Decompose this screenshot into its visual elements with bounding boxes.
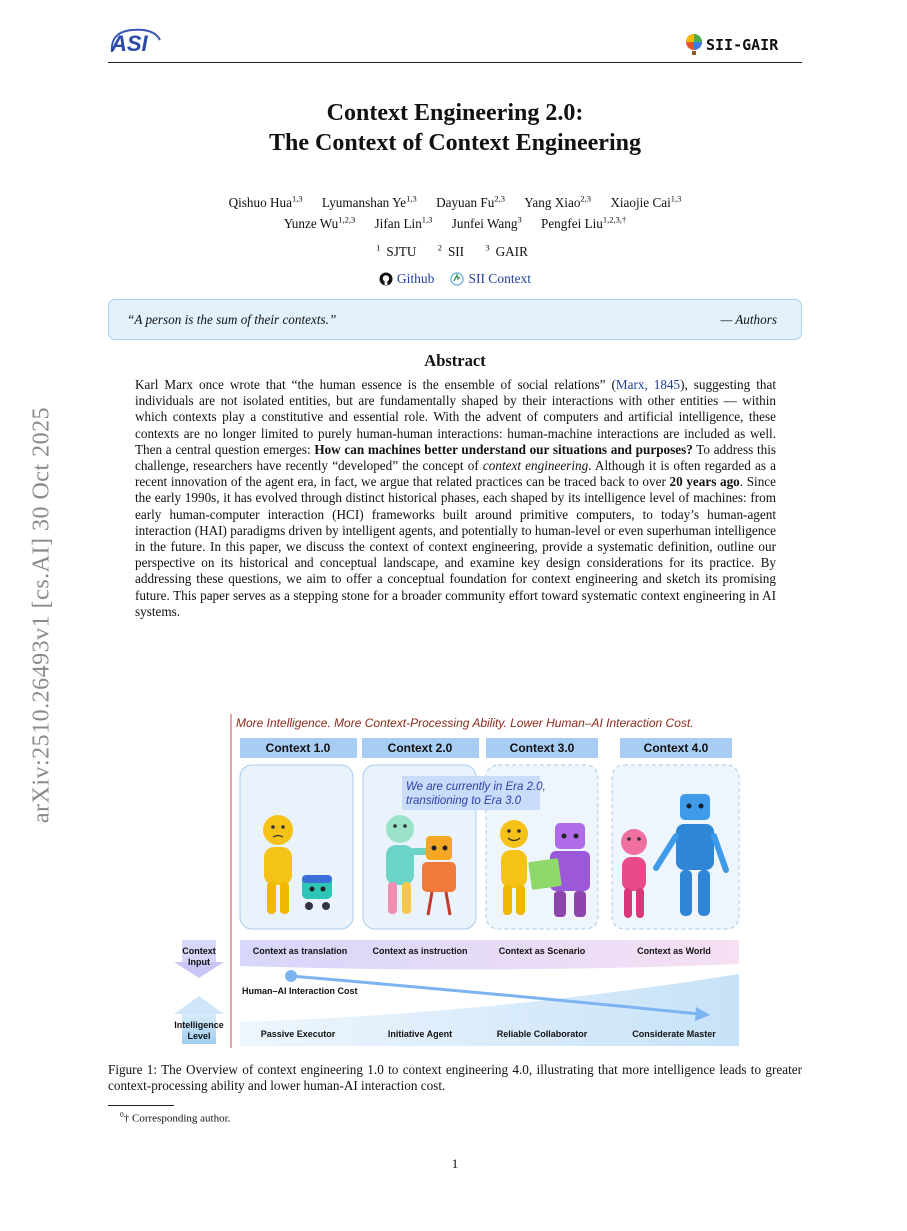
affiliation: $^2$ SII (437, 243, 465, 260)
sii-context-link[interactable] (450, 271, 531, 287)
context-engineering-figure (160, 708, 760, 1058)
github-link-label: Github (396, 271, 435, 286)
svg-text:ASI: ASI (111, 31, 148, 56)
era-label-1: Context 1.0 (265, 741, 331, 755)
context-input-label-2: Input (188, 957, 210, 967)
header-rule (108, 62, 802, 63)
intelligence-level-label-2: Level (187, 1031, 211, 1041)
author: Yang Xiao$^{2,3}$ (524, 194, 592, 211)
quote-attribution: — Authors (720, 311, 777, 327)
role-label-4: Considerate Master (632, 1029, 716, 1039)
context-as-label-3: Context as Scenario (498, 946, 586, 956)
era-panel-1 (240, 765, 353, 929)
role-label-2: Initiative Agent (387, 1029, 453, 1039)
author-list (108, 191, 802, 232)
author: Lyumanshan Ye$^{1,3}$ (321, 194, 417, 211)
github-icon (379, 272, 393, 286)
context-as-label-4: Context as World (637, 946, 711, 956)
context-as-label-2: Context as instruction (372, 946, 468, 956)
affiliations (108, 243, 802, 260)
footnote: $^0$† Corresponding author. (120, 1110, 231, 1125)
role-label-3: Reliable Collaborator (496, 1029, 588, 1039)
links-row (108, 271, 802, 287)
balloon-icon (684, 33, 704, 57)
asi-logo (108, 26, 164, 58)
affiliation: $^1$ SJTU (376, 243, 417, 260)
era-label-3: Context 3.0 (509, 741, 575, 755)
gair-logo-text: SII-GAIR (706, 36, 779, 54)
github-link[interactable] (379, 271, 435, 287)
interaction-cost-label: Human–AI Interaction Cost (242, 986, 358, 996)
title-line-1: Context Engineering 2.0: (326, 100, 584, 126)
author: Yunze Wu$^{1,2,3}$ (283, 214, 356, 231)
era-label-2: Context 2.0 (387, 741, 453, 755)
shared-document-icon (528, 858, 562, 890)
quote-box (108, 299, 802, 340)
author: Dayuan Fu$^{2,3}$ (436, 194, 505, 211)
arxiv-stamp: arXiv:2510.26493v1 [cs.AI] 30 Oct 2025 (28, 406, 55, 824)
current-era-note-line1: We are currently in Era 2.0, (406, 781, 546, 793)
title-line-2: The Context of Context Engineering (269, 130, 641, 156)
role-label-1: Passive Executor (260, 1029, 336, 1039)
page-number: 1 (451, 1156, 459, 1171)
context-input-label-1: Context (182, 946, 216, 956)
figure-caption: Figure 1: The Overview of context engineering 1.0 to context engineering 4.0, illustrating that more intelligence leads to greater context-processing ability and lower human-AI interaction cost. (108, 1062, 802, 1093)
figure-banner: More Intelligence. More Context-Processing Ability. Lower Human–AI Interaction Cost. (236, 716, 694, 730)
abstract-body: Karl Marx once wrote that “the human essence is the ensemble of social relations” (Marx, 1845), suggesting that individuals are not isolated entities, but are fundamentally shaped by their interactions with other entities — within which contexts play a constitutive and essential role. With the advent of computers and artificial intelligence, these contexts are no longer limited to purely human-human interactions: human-machine interactions are included as well. Then a central question emerges: How can machines better understand our situations and purposes? To address this challenge, researchers have recently “developed” the concept of context engineering. Although it is often regarded as a recent innovation of the agent era, in fact, we argue that related practices can be traced back to over 20 years ago. Since the early 1990s, it has evolved through distinct historical phases, each shaped by its intelligence level of machines: from early human-computer interaction (HCI) frameworks built around primitive computers, to today’s human-agent interaction (HAI) paradigms driven by intelligent agents, and potentially to human-level or even superhuman intelligence in the future. In this paper, we discuss the context of context engineering, provide a systematic definition, outline our perspective on its historical and conceptual landscape, and examine key design considerations for its practice. By addressing these questions, we aim to offer a conceptual foundation for context engineering and sketch its promising future. This paper serves as a stepping stone for a broader community effort toward systematic context engineering in AI systems. (135, 377, 776, 619)
quote-text: “A person is the sum of their contexts.” (127, 311, 337, 327)
intelligence-level-label-1: Intelligence (174, 1020, 224, 1030)
author: Jifan Lin$^{1,3}$ (374, 214, 433, 231)
author: Junfei Wang$^3$ (451, 214, 522, 231)
sii-gair-logo (684, 32, 778, 58)
sii-context-link-label: SII Context (468, 271, 532, 286)
sii-context-icon (450, 272, 464, 286)
author: Pengfei Liu$^{1,2,3,\dagger}$ (540, 214, 627, 231)
era-label-4: Context 4.0 (643, 741, 709, 755)
author: Qishuo Hua$^{1,3}$ (228, 194, 303, 211)
affiliation: $^3$ GAIR (485, 243, 528, 260)
paper-title (108, 98, 802, 158)
abstract-heading: Abstract (424, 351, 486, 370)
citation-link[interactable]: Marx, 1845 (615, 377, 681, 392)
footnote-rule (108, 1105, 174, 1106)
current-era-note-line2: transitioning to Era 3.0 (406, 795, 522, 807)
author: Xiaojie Cai$^{1,3}$ (610, 194, 682, 211)
context-as-label-1: Context as translation (252, 946, 348, 956)
